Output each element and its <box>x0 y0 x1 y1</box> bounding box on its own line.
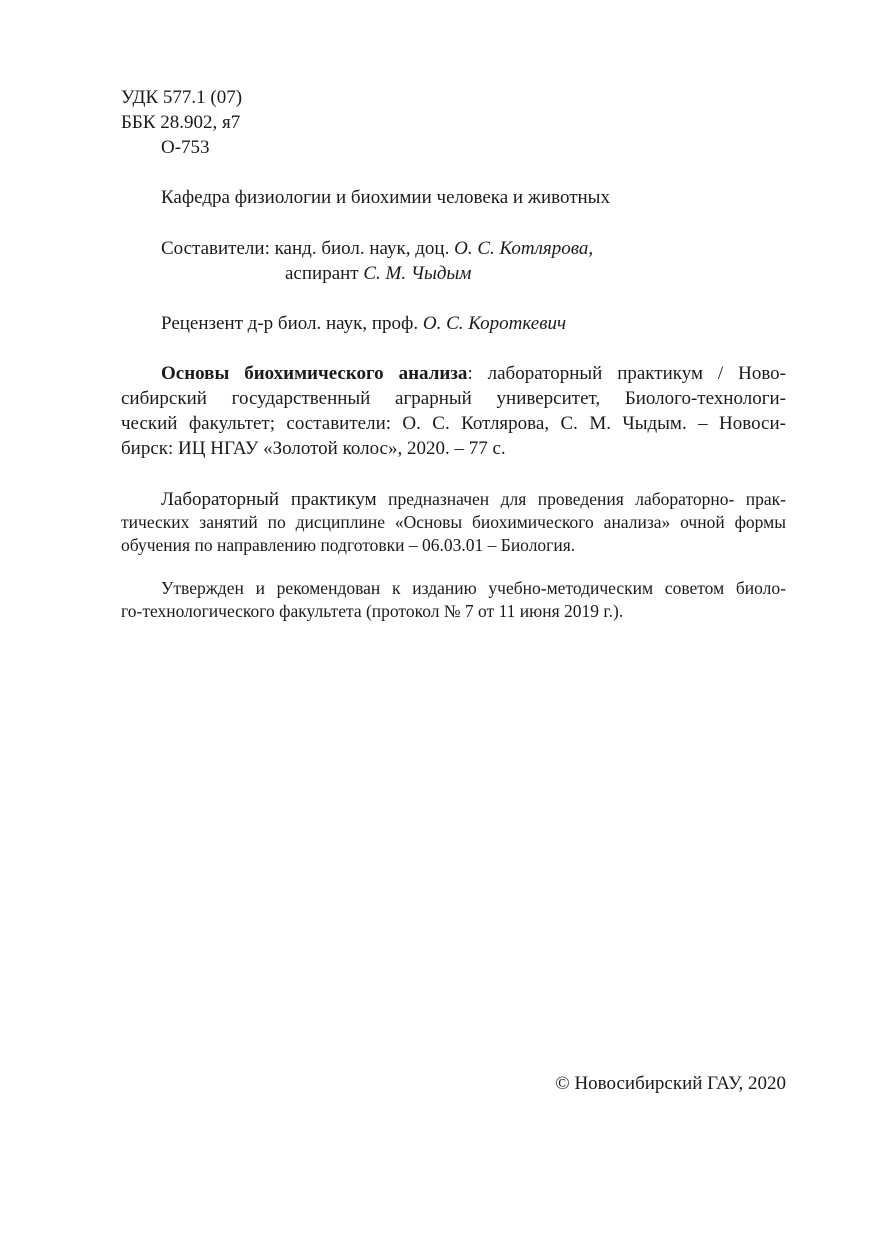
book-title: Основы биохимического анализа <box>161 363 468 384</box>
author-mark: О-753 <box>161 137 210 158</box>
biblio-line-3: ческий факультет; составители: О. С. Котлярова, С. М. Чыдым. – Новоси- <box>121 413 786 434</box>
compiler-name-2: С. М. Чыдым <box>363 263 472 284</box>
reviewer-line <box>161 311 566 336</box>
biblio-line-2: сибирский государственный аграрный университет, Биолого-технологи- <box>121 388 786 409</box>
bbk-code: ББК 28.902, я7 <box>121 112 241 133</box>
reviewer-label: Рецензент д-р биол. наук, проф. <box>161 313 419 334</box>
compilers-label: Составители: канд. биол. наук, доц. <box>161 238 450 259</box>
approval-line-1: Утвержден и рекомендован к изданию учебно-методическим советом биоло- <box>161 578 786 598</box>
annotation-line-1 <box>121 487 786 512</box>
compiler-2-title: аспирант <box>285 263 359 284</box>
approval-line-2: го-технологического факультета (протокол № 7 от 11 июня 2019 г.). <box>121 601 624 621</box>
reviewer-name: О. С. Короткевич <box>422 313 567 334</box>
udk-code: УДК 577.1 (07) <box>121 87 243 108</box>
biblio-line-1-rest: : лабораторный практикум / Ново- <box>467 363 786 384</box>
compiler-name-1: О. С. Котлярова, <box>454 238 594 259</box>
copyright-notice: © Новосибирский ГАУ, 2020 <box>555 1073 786 1094</box>
annotation-line-3: обучения по направлению подготовки – 06.03.01 – Биология. <box>121 535 576 555</box>
biblio-line-1 <box>121 361 786 386</box>
annotation-line-1-rest: предназначен для проведения лабораторно- прак- <box>376 489 786 509</box>
biblio-line-4: бирск: ИЦ НГАУ «Золотой колос», 2020. – 77 с. <box>121 438 506 459</box>
annotation-lead: Лабораторный практикум <box>161 489 377 510</box>
compilers-line-1 <box>161 236 593 261</box>
annotation-line-2: тических занятий по дисциплине «Основы биохимического анализа» очной формы <box>121 512 786 532</box>
department-name: Кафедра физиологии и биохимии человека и животных <box>161 187 610 208</box>
compilers-line-2 <box>285 261 471 286</box>
